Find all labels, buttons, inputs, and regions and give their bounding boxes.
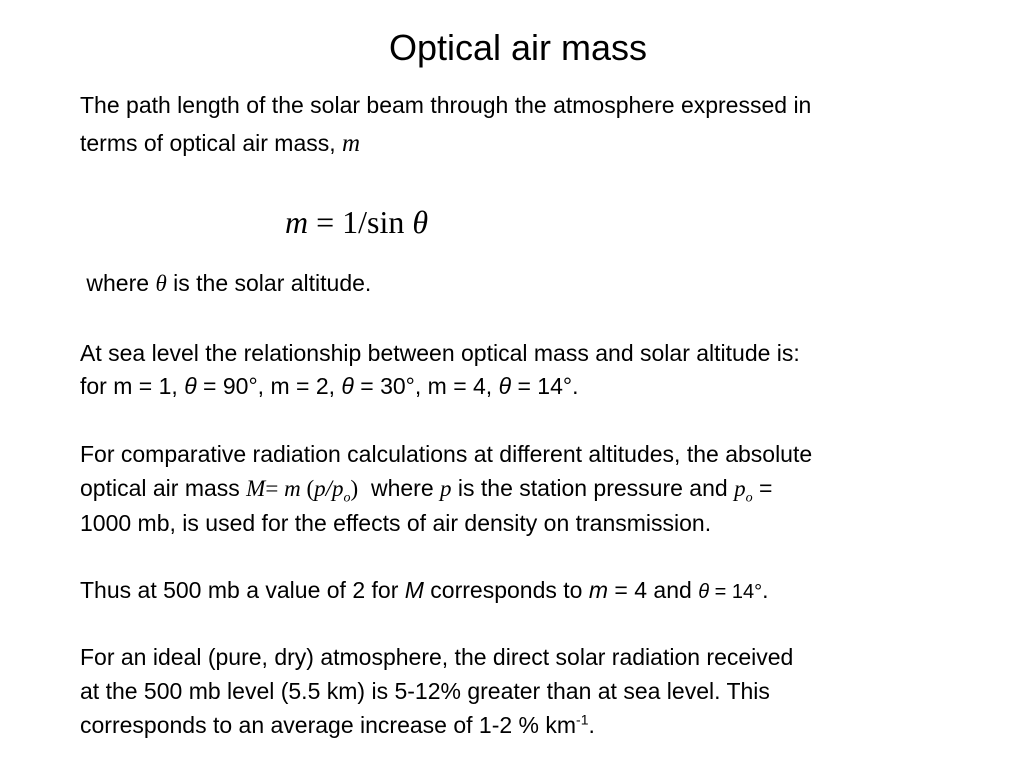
intro-line-2-text: terms of optical air mass, bbox=[80, 130, 343, 156]
sea-level-theta-1: θ bbox=[184, 373, 197, 399]
formula-mid: = 1/sin bbox=[308, 204, 413, 240]
absolute-air-mass-open: ( bbox=[300, 476, 315, 501]
thus-var-M: M bbox=[404, 577, 424, 603]
where-pre: where bbox=[80, 270, 156, 296]
sea-level-line-2 bbox=[80, 369, 1000, 403]
ideal-line-3-text: corresponds to an average increase of 1-2 % km bbox=[80, 712, 577, 738]
comparative-text-a: optical air mass bbox=[80, 475, 247, 501]
comparative-text-b: where bbox=[358, 475, 441, 501]
comparative-line-1: For comparative radiation calculations at different altitudes, the absolute bbox=[80, 441, 813, 467]
comparative-var-po: p bbox=[734, 476, 746, 501]
comparative-paragraph bbox=[80, 437, 1000, 540]
intro-paragraph bbox=[80, 88, 1000, 161]
absolute-air-mass-p: p/p bbox=[314, 476, 344, 501]
sea-level-text-c: = 30°, m = 4, bbox=[353, 373, 499, 399]
absolute-air-mass-close: ) bbox=[350, 476, 359, 501]
thus-theta: θ bbox=[698, 581, 710, 603]
comparative-var-p: p bbox=[440, 476, 452, 501]
ideal-line-2: at the 500 mb level (5.5 km) is 5-12% greater than at sea level. This bbox=[80, 678, 770, 704]
comparative-line-3: 1000 mb, is used for the effects of air density on transmission. bbox=[80, 510, 712, 536]
intro-line-2 bbox=[80, 126, 1000, 161]
sea-level-theta-3: θ bbox=[498, 373, 512, 399]
thus-var-m: m bbox=[588, 577, 609, 603]
absolute-air-mass-m: m bbox=[284, 476, 301, 501]
thus-text-a: Thus at 500 mb a value of 2 for bbox=[80, 577, 405, 603]
where-line bbox=[80, 266, 1000, 301]
formula-lhs: m bbox=[285, 204, 309, 240]
sea-level-text-a: for m = 1, bbox=[80, 373, 185, 399]
sea-level-text-d: = 14°. bbox=[511, 373, 579, 399]
sea-level-text-b: = 90°, m = 2, bbox=[196, 373, 342, 399]
ideal-line-3 bbox=[80, 708, 1000, 742]
comparative-var-po-sub: o bbox=[745, 490, 753, 506]
thus-line bbox=[80, 573, 1000, 609]
comparative-line-2 bbox=[80, 471, 1000, 506]
thus-text-d: = 14° bbox=[709, 581, 763, 603]
intro-line-1: The path length of the solar beam through the atmosphere expressed in bbox=[80, 92, 812, 118]
absolute-air-mass-M: M bbox=[246, 476, 266, 501]
ideal-paragraph bbox=[80, 640, 1000, 742]
formula-theta: θ bbox=[412, 204, 429, 240]
absolute-air-mass-sub-o: o bbox=[343, 490, 351, 506]
where-post: is the solar altitude. bbox=[166, 270, 372, 296]
slide-title: Optical air mass bbox=[388, 27, 648, 68]
ideal-line-1: For an ideal (pure, dry) atmosphere, the direct solar radiation received bbox=[80, 644, 794, 670]
absolute-air-mass-eq: = bbox=[265, 476, 285, 501]
ideal-line-3-end: . bbox=[588, 712, 595, 738]
air-mass-formula bbox=[285, 200, 428, 244]
sea-level-theta-2: θ bbox=[341, 373, 354, 399]
thus-text-b: corresponds to bbox=[423, 577, 589, 603]
comparative-text-c: is the station pressure and bbox=[451, 475, 735, 501]
thus-text-e: . bbox=[762, 577, 769, 603]
sea-level-paragraph bbox=[80, 336, 1000, 403]
ideal-line-3-sup: -1 bbox=[576, 711, 589, 728]
where-theta: θ bbox=[155, 271, 167, 296]
intro-var-m: m bbox=[342, 130, 361, 157]
comparative-text-d: = bbox=[752, 475, 773, 501]
thus-text-c: = 4 and bbox=[608, 577, 699, 603]
sea-level-line-1: At sea level the relationship between optical mass and solar altitude is: bbox=[80, 340, 800, 366]
